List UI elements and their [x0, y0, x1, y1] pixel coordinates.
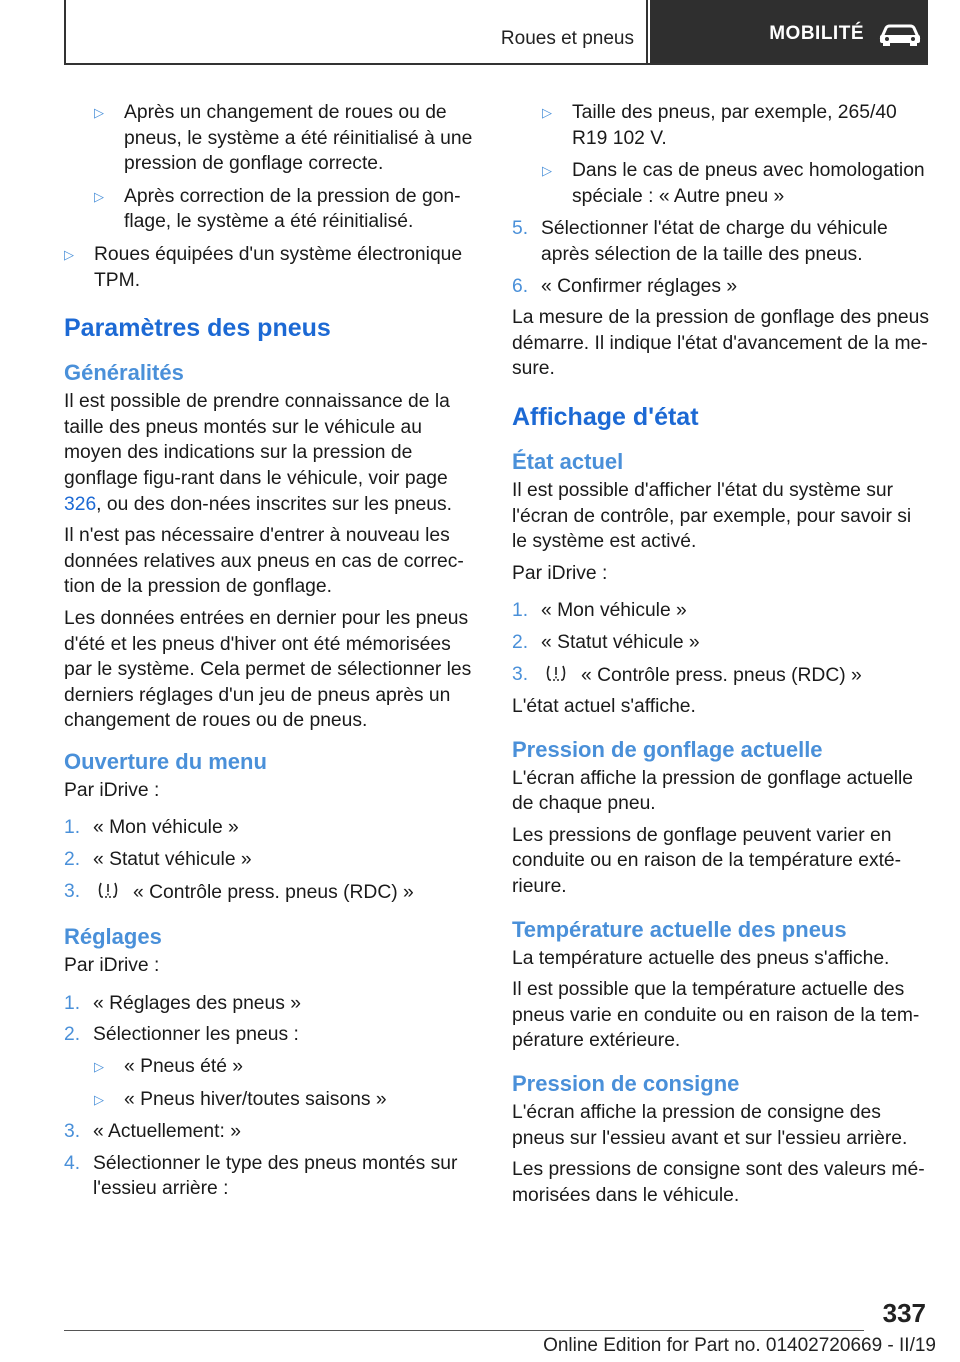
- bullet-item: ▷ Dans le cas de pneus avec homologation spéciale : « Autre pneu »: [512, 158, 930, 209]
- paragraph-target-2: Les pressions de consigne sont des valeurs mé‐morisées dans le véhicule.: [512, 1159, 925, 1206]
- bullet-item: ▷ « Pneus été »: [64, 1054, 482, 1080]
- tire-pressure-warning-icon: [545, 662, 567, 684]
- paragraph-general: Il est possible de prendre connaissance de la taille des pneus montés sur le véhicule au moyen des indications sur la pression de gonflage figu‐rant dans le véhicule, voir page 326, ou des don‐nées inscrites sur les pneus.: [64, 391, 452, 515]
- triangle-bullet-icon: ▷: [542, 163, 552, 179]
- triangle-bullet-icon: ▷: [94, 1059, 104, 1075]
- paragraph-pressure-2: Les pressions de gonflage peuvent varier en conduite ou en raison de la température exté‐rieure.: [512, 824, 902, 898]
- numbered-step: 2. Sélectionner les pneus :: [64, 1024, 299, 1046]
- numbered-step: 2. « Statut véhicule »: [512, 631, 700, 653]
- paragraph-measure: La mesure de la pression de gonflage des pneus démarre. Il indique l'état d'avancement de la me‐sure.: [512, 307, 929, 380]
- paragraph-target-1: L'écran affiche la pression de consigne des pneus sur l'essieu avant et sur l'essieu arrière.: [512, 1102, 908, 1149]
- header-chapter-tab: [650, 0, 928, 64]
- numbered-step: 1. « Réglages des pneus »: [64, 992, 301, 1014]
- numbered-step: 1. « Mon véhicule »: [64, 817, 239, 839]
- car-icon: [878, 21, 922, 47]
- paragraph-current-status: Il est possible d'afficher l'état du système sur l'écran de contrôle, par exemple, pour savoir si le système est activé.: [512, 479, 912, 553]
- triangle-bullet-icon: ▷: [94, 105, 104, 120]
- left-column: [64, 100, 482, 1208]
- numbered-step: 1. « Mon véhicule »: [512, 600, 687, 622]
- page-number: 337: [882, 1298, 926, 1328]
- tire-pressure-warning-icon: [97, 879, 119, 901]
- triangle-bullet-icon: ▷: [94, 1091, 104, 1107]
- header-rule: [64, 63, 928, 65]
- paragraph-pressure-1: L'écran affiche la pression de gonflage actuelle de chaque pneu.: [512, 767, 914, 815]
- menu-intro: Par iDrive :: [64, 779, 160, 801]
- bullet-item: [64, 242, 482, 293]
- triangle-bullet-icon: ▷: [64, 246, 74, 262]
- numbered-step: 4. Sélectionner le type des pneus montés sur l'essieu arrière :: [64, 1152, 458, 1200]
- heading-current-temperature: Température actuelle des pneus: [512, 916, 847, 942]
- numbered-step: 3. « Contrôle press. pneus (RDC) »: [512, 663, 862, 686]
- bullet-text: Après correction de la pression de gon‐flage, le système a été réinitialisé.: [124, 185, 461, 233]
- numbered-step: 6. « Confirmer réglages »: [512, 275, 738, 297]
- heading-general: Généralités: [64, 360, 184, 386]
- bullet-item: [64, 184, 482, 235]
- paragraph-current-result: L'état actuel s'affiche.: [512, 696, 696, 718]
- right-column: [512, 100, 930, 1214]
- triangle-bullet-icon: ▷: [94, 188, 104, 204]
- page-reference-link[interactable]: 326: [64, 493, 97, 515]
- heading-settings: Réglages: [64, 924, 162, 950]
- numbered-step: 2. « Statut véhicule »: [64, 849, 252, 871]
- settings-intro: Par iDrive :: [64, 955, 160, 977]
- bullet-item: [64, 100, 482, 177]
- heading-status-display: Affichage d'état: [512, 402, 699, 431]
- header-section-title: Roues et pneus: [500, 28, 634, 49]
- bullet-item: ▷ Taille des pneus, par exemple, 265/40 R19 102 V.: [512, 100, 930, 151]
- heading-tire-settings: Paramètres des pneus: [64, 314, 331, 343]
- footer-rule: [64, 1330, 864, 1331]
- bullet-text: Roues équipées d'un système électronique TPM.: [94, 243, 463, 291]
- bullet-item: ▷ « Pneus hiver/toutes saisons »: [64, 1087, 482, 1113]
- header-chapter-title: MOBILITÉ: [769, 23, 864, 44]
- numbered-step: 3. « Contrôle press. pneus (RDC) »: [64, 880, 414, 903]
- triangle-bullet-icon: ▷: [542, 105, 552, 120]
- heading-current-pressure: Pression de gonflage actuelle: [512, 736, 823, 762]
- paragraph-memory: Les données entrées en dernier pour les pneus d'été et les pneus d'hiver ont été mémorisées par le système. Cela permet de sélectionner les derniers réglages d'un jeu de pneus après un changement de roues ou de pneus.: [64, 607, 472, 732]
- status-intro: Par iDrive :: [512, 562, 608, 584]
- paragraph-temperature-1: La température actuelle des pneus s'affiche.: [512, 947, 890, 969]
- header-section-tab: [64, 0, 648, 64]
- heading-target-pressure: Pression de consigne: [512, 1071, 740, 1097]
- paragraph-no-reentry: Il n'est pas nécessaire d'entrer à nouveau les données relatives aux pneus en cas de correc‐tion de la pression de gonflage.: [64, 525, 464, 598]
- bullet-text: Après un changement de roues ou de pneus, le système a été réinitialisé à une pression de gonflage correcte.: [124, 102, 473, 175]
- footer-edition: Online Edition for Part no. 01402720669 - II/19: [543, 1335, 936, 1356]
- heading-open-menu: Ouverture du menu: [64, 748, 267, 774]
- numbered-step: 5. Sélectionner l'état de charge du véhicule après sélection de la taille des pneus.: [512, 218, 888, 265]
- heading-current-status: État actuel: [512, 448, 624, 474]
- numbered-step: 3. « Actuellement: »: [64, 1121, 241, 1143]
- paragraph-temperature-2: Il est possible que la température actuelle des pneus varie en conduite ou en raison de la tem‐pérature extérieure.: [512, 979, 920, 1052]
